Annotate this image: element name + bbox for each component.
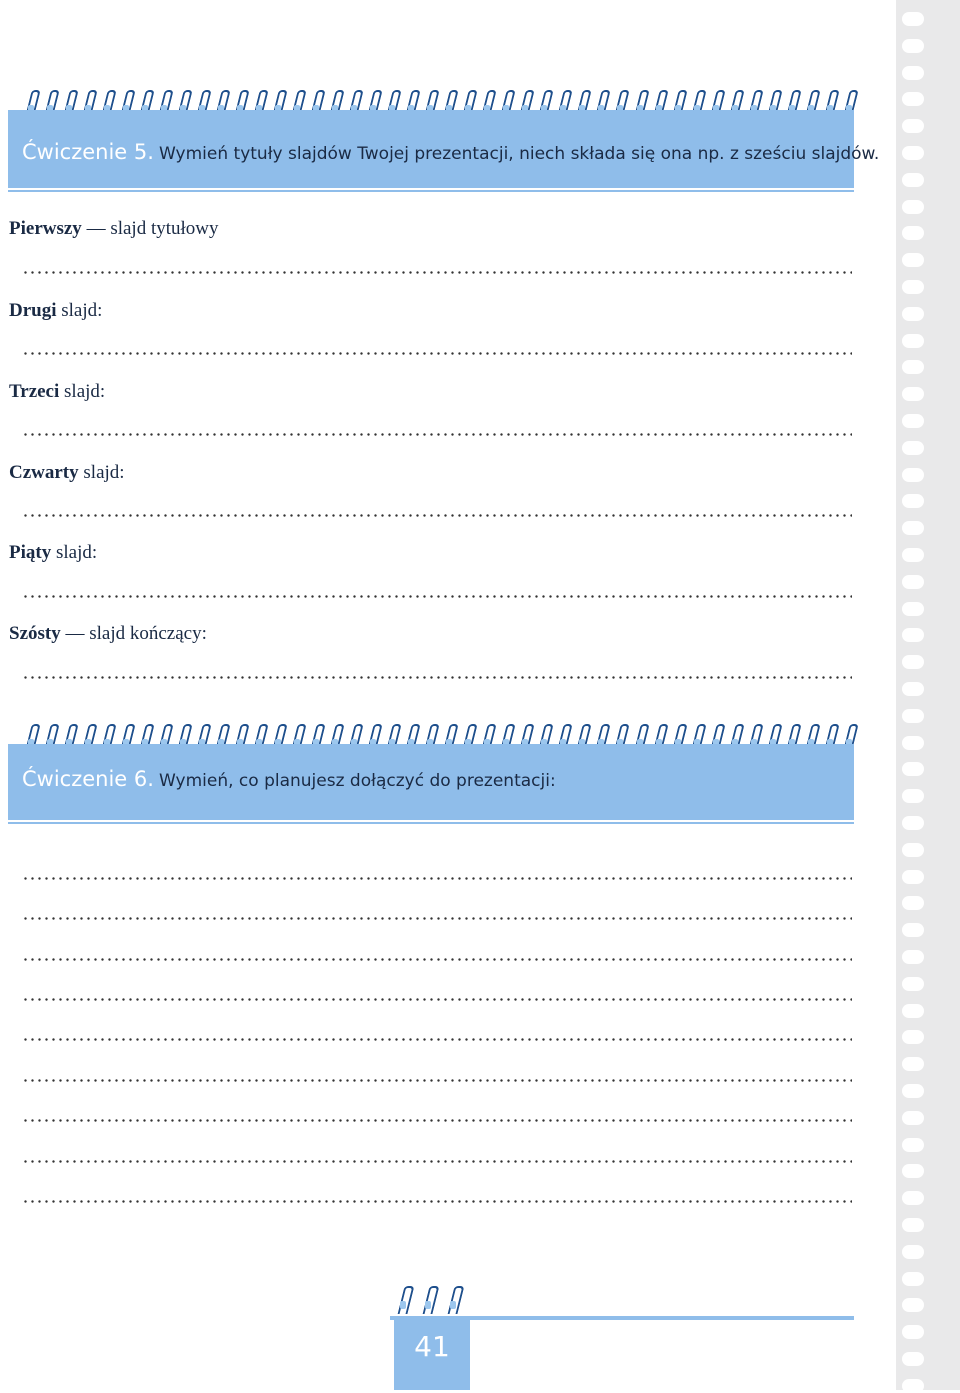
binding-hole xyxy=(902,682,924,696)
binding-hole xyxy=(902,1138,924,1152)
answer-line xyxy=(22,958,852,961)
binding-hole xyxy=(902,92,924,106)
slide-label-6 xyxy=(9,623,207,645)
slide-label-6-rest: — slajd kończący: xyxy=(60,623,207,644)
binding-hole xyxy=(902,1245,924,1259)
ring-icon xyxy=(450,1286,460,1316)
slide-label-1-bold: Pierwszy xyxy=(9,218,82,239)
exercise-5-number: Ćwiczenie 5. xyxy=(22,140,154,164)
slide-label-6-bold: Szósty xyxy=(9,623,61,644)
exercise-6-title xyxy=(22,767,556,791)
ring-icon xyxy=(400,1286,410,1316)
answer-line xyxy=(22,595,852,598)
slide-label-4-rest: slajd: xyxy=(78,462,125,483)
binding-hole xyxy=(902,896,924,910)
slide-label-2-rest: slajd: xyxy=(56,300,103,321)
answer-line xyxy=(22,917,852,920)
binding-hole xyxy=(902,360,924,374)
page-number: 41 xyxy=(414,1330,450,1363)
binding-hole xyxy=(902,1111,924,1125)
slide-label-4 xyxy=(9,462,125,484)
answer-line xyxy=(22,1160,852,1163)
binding-hole xyxy=(902,789,924,803)
binding-hole xyxy=(902,173,924,187)
exercise-5-text: Wymień tytuły slajdów Twojej prezentacji, niech składa się ona np. z sześciu slajdów. xyxy=(159,144,880,164)
binding-hole xyxy=(902,1379,924,1393)
answer-line xyxy=(22,1119,852,1122)
binding-hole xyxy=(902,334,924,348)
binding-hole xyxy=(902,548,924,562)
binding-hole xyxy=(902,602,924,616)
spiral-rings-page xyxy=(400,1286,460,1316)
binding-strip xyxy=(896,0,960,1390)
binding-hole xyxy=(902,1057,924,1071)
binding-hole xyxy=(902,1218,924,1232)
binding-hole xyxy=(902,521,924,535)
binding-hole xyxy=(902,1084,924,1098)
binding-hole xyxy=(902,575,924,589)
binding-hole xyxy=(902,1352,924,1366)
binding-hole xyxy=(902,1030,924,1044)
binding-hole xyxy=(902,977,924,991)
answer-line xyxy=(22,998,852,1001)
binding-hole xyxy=(902,387,924,401)
binding-hole xyxy=(902,468,924,482)
slide-label-1 xyxy=(9,218,219,240)
binding-hole xyxy=(902,1325,924,1339)
binding-hole xyxy=(902,950,924,964)
slide-label-2-bold: Drugi xyxy=(9,300,57,321)
slide-label-1-rest: — slajd tytułowy xyxy=(81,218,219,239)
slide-label-3-rest: slajd: xyxy=(59,381,106,402)
exercise-5-underline xyxy=(8,190,854,192)
binding-hole xyxy=(902,923,924,937)
slide-label-5-bold: Piąty xyxy=(9,542,52,563)
binding-hole xyxy=(902,655,924,669)
slide-label-4-bold: Czwarty xyxy=(9,462,79,483)
binding-hole xyxy=(902,414,924,428)
answer-line xyxy=(22,877,852,880)
slide-label-3 xyxy=(9,381,105,403)
answer-line xyxy=(22,1200,852,1203)
binding-hole xyxy=(902,762,924,776)
answer-line xyxy=(22,433,852,436)
exercise-6-underline xyxy=(8,822,854,824)
answer-line xyxy=(22,352,852,355)
exercise-6-text: Wymień, co planujesz dołączyć do prezentacji: xyxy=(159,771,556,791)
binding-hole xyxy=(902,253,924,267)
binding-hole xyxy=(902,280,924,294)
binding-hole xyxy=(902,441,924,455)
ring-icon xyxy=(425,1286,435,1316)
answer-line xyxy=(22,1079,852,1082)
binding-hole xyxy=(902,66,924,80)
binding-hole xyxy=(902,709,924,723)
binding-hole xyxy=(902,119,924,133)
binding-hole xyxy=(902,226,924,240)
binding-hole xyxy=(902,628,924,642)
answer-line xyxy=(22,271,852,274)
answer-line xyxy=(22,1038,852,1041)
binding-hole xyxy=(902,816,924,830)
exercise-6-number: Ćwiczenie 6. xyxy=(22,767,154,791)
slide-label-5 xyxy=(9,542,97,564)
binding-hole xyxy=(902,1004,924,1018)
binding-hole xyxy=(902,12,924,26)
exercise-5-title xyxy=(22,140,879,164)
slide-label-2 xyxy=(9,300,102,322)
binding-hole xyxy=(902,736,924,750)
binding-hole xyxy=(902,39,924,53)
binding-hole xyxy=(902,843,924,857)
binding-hole xyxy=(902,200,924,214)
slide-label-5-rest: slajd: xyxy=(51,542,98,563)
answer-line xyxy=(22,676,852,679)
binding-hole xyxy=(902,870,924,884)
binding-hole xyxy=(902,1272,924,1286)
binding-hole xyxy=(902,494,924,508)
answer-line xyxy=(22,514,852,517)
binding-hole xyxy=(902,146,924,160)
slide-label-3-bold: Trzeci xyxy=(9,381,60,402)
binding-hole xyxy=(902,307,924,321)
binding-hole xyxy=(902,1164,924,1178)
binding-hole xyxy=(902,1298,924,1312)
binding-hole xyxy=(902,1191,924,1205)
